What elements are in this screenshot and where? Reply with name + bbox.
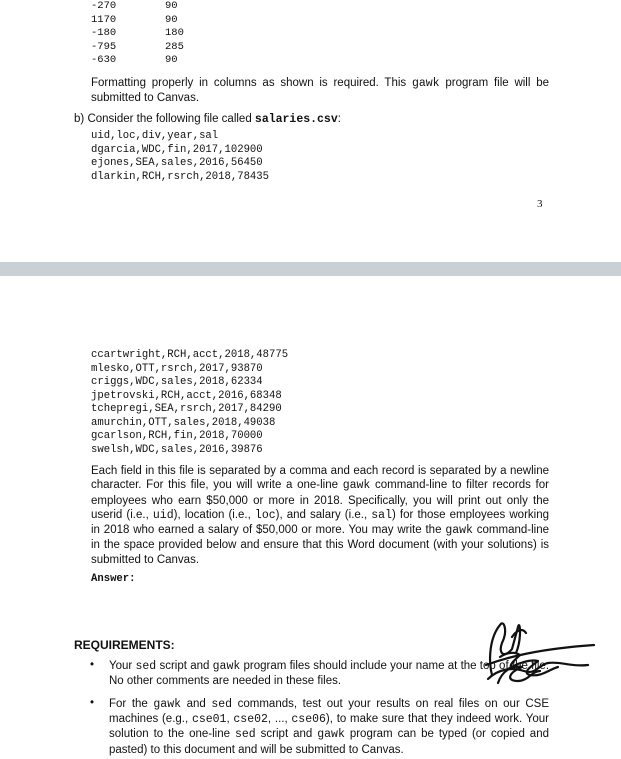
page-bottom: [0, 276, 621, 759]
csv-block-1: [91, 130, 269, 184]
requirement-item-1: Your sed script and gawk program files should include your name at the top of the file. No other comments are needed in these files.: [109, 660, 550, 688]
requirements-heading: REQUIREMENTS:: [74, 638, 175, 652]
csv-line: uid,loc,div,year,sal: [91, 130, 219, 142]
csv-line: gcarlson,RCH,fin,2018,70000: [91, 430, 263, 442]
cell-value: 90: [165, 13, 178, 26]
csv-line: amurchin,OTT,sales,2018,49038: [91, 416, 276, 429]
page-top: [0, 0, 621, 262]
bullet: •: [90, 659, 95, 671]
signature-scribble: [478, 609, 596, 689]
formatting-note: Formatting properly in columns as shown is required. This gawk program file will be submitted to Canvas.: [91, 77, 549, 105]
cell-angle: -630: [91, 54, 117, 67]
table-row: [91, 0, 205, 14]
page-break: [0, 262, 621, 276]
csv-line: mlesko,OTT,rsrch,2017,93870: [91, 362, 263, 375]
cell-value: 90: [165, 0, 178, 12]
csv-line: ccartwright,RCH,acct,2018,48775: [91, 349, 289, 361]
csv-line: tchepregi,SEA,rsrch,2017,84290: [91, 403, 282, 415]
table-row: [91, 41, 205, 55]
description-paragraph: Each field in this file is separated by a comma and each record is separated by a newline character. For this file, you will write a one-line gawk command-line to filter records for employees who earn $50,000 or more in 2018. Specifically, you will print out only the userid (i.e., uid), location (i.e., loc), and salary (i.e., sal) for those employees working in 2018 who earned a salary of $50,000 or more. You may write the gawk command-line in the space provided below and ensure that this Word document (with your solutions) is submitted to Canvas.: [91, 465, 550, 566]
cell-value: 180: [165, 27, 184, 40]
csv-line: ejones,SEA,sales,2016,56450: [91, 157, 263, 169]
cell-angle: -795: [91, 40, 117, 53]
csv-line: dlarkin,RCH,rsrch,2018,78435: [91, 170, 270, 183]
answer-label: Answer:: [91, 573, 136, 585]
csv-block-2: [91, 349, 288, 457]
cell-angle: -270: [91, 0, 117, 12]
table-row: [91, 27, 205, 41]
item-marker: b): [74, 113, 85, 125]
cell-angle: 1170: [91, 13, 117, 26]
csv-line: jpetrovski,RCH,acct,2016,68348: [91, 389, 282, 402]
csv-line: swelsh,WDC,sales,2016,39876: [91, 443, 263, 456]
table-row: [91, 54, 205, 68]
page-number: 3: [537, 198, 543, 210]
csv-line: dgarcia,WDC,fin,2017,102900: [91, 143, 263, 156]
cell-value: 90: [165, 54, 178, 67]
table-row: [91, 14, 205, 28]
item-b-intro: b) Consider the following file called salaries.csv:: [74, 113, 341, 126]
cell-angle: -180: [91, 27, 117, 40]
bullet: •: [90, 697, 95, 709]
cell-value: 285: [165, 40, 184, 53]
angle-table: [91, 0, 205, 68]
filename: salaries.csv: [254, 113, 338, 126]
csv-line: criggs,WDC,sales,2018,62334: [91, 376, 263, 388]
requirement-item-2: For the gawk and sed commands, test out your results on real files on our CSE machines (e.g., cse01, cse02, ..., cse06), to make sure that they indeed work. Your solution to the one-line sed script and gawk program can be typed (or copied and pasted) to this document and will be submitted to Canvas.: [109, 698, 549, 756]
